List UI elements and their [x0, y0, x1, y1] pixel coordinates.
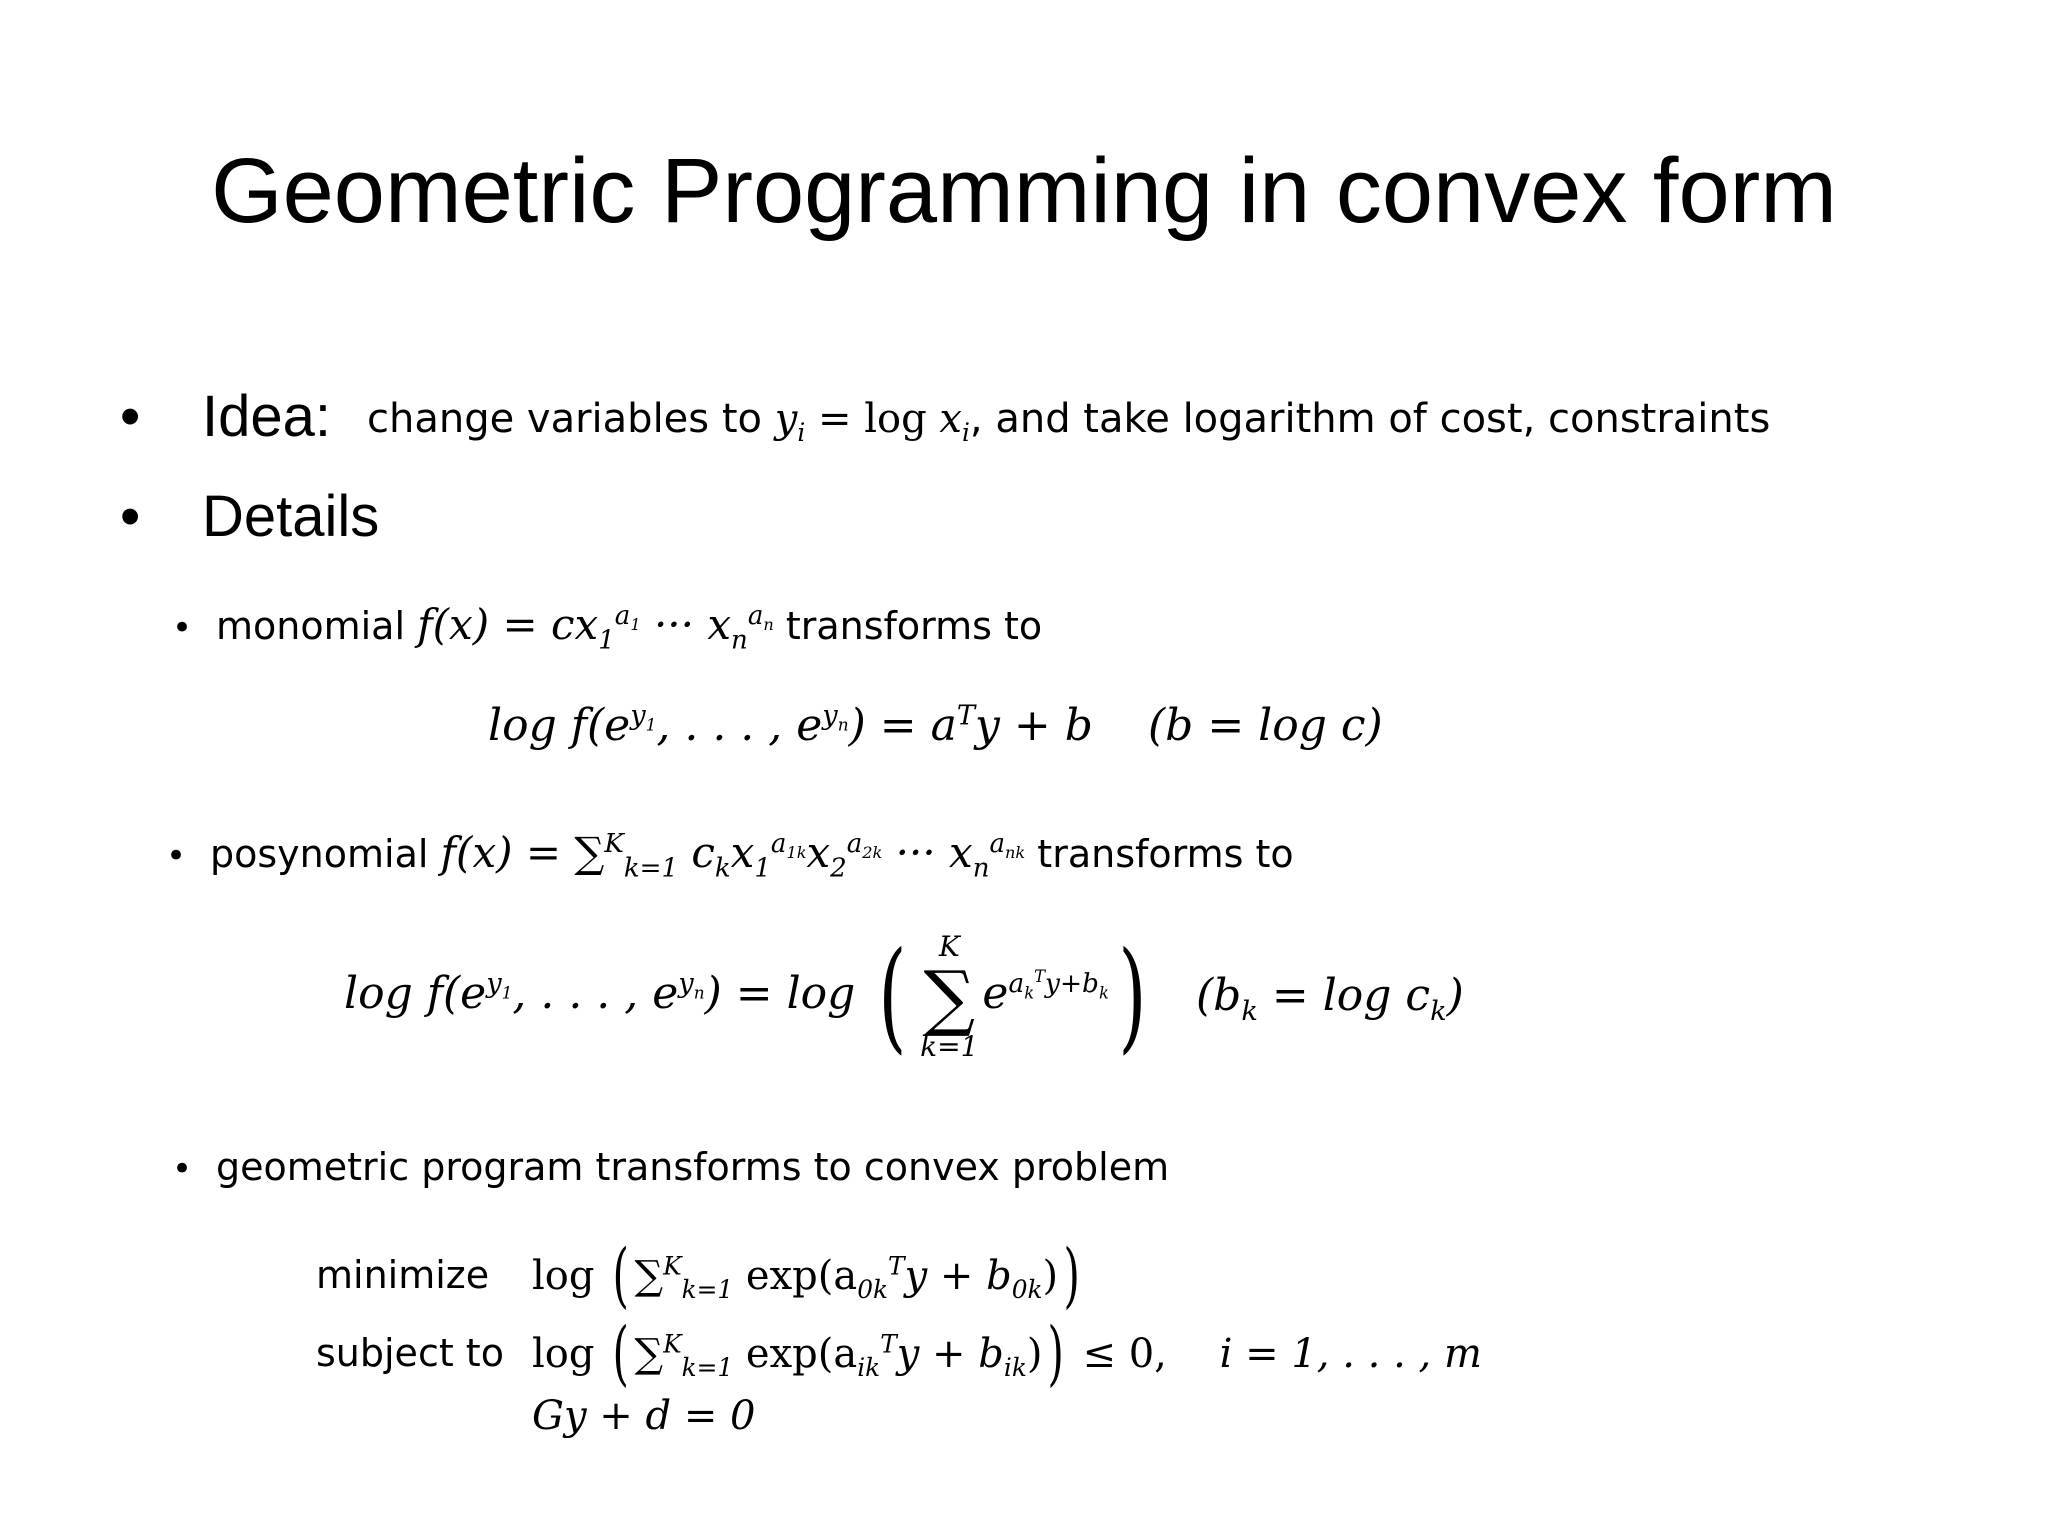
- idea-post: , and take logarithm of cost, constraints: [969, 396, 1771, 442]
- monomial-label: monomial: [216, 604, 406, 648]
- objective-expression: log ( ∑$^K_{k=1}$ $\exp(a_{0k}^Ty + b_{0k})$): [532, 1234, 1081, 1316]
- idea-eq-lhs: y: [774, 396, 798, 442]
- program-label: geometric program transforms to convex problem: [216, 1145, 1170, 1189]
- bullet-label-details: Details: [202, 484, 380, 549]
- constraint-expression: log ( ∑$^K_{k=1}$ $\exp(a_{ik}^Ty + b_{ik})) \le 0$, i = 1, . . . , m: [532, 1312, 1482, 1394]
- monomial-trailing: transforms to: [785, 604, 1043, 648]
- bullet-idea: [120, 382, 1770, 454]
- posynomial-note: $(b_k = \log c_k)$: [1196, 970, 1464, 1027]
- sub-bullet-marker: •: [172, 1149, 193, 1189]
- bullet-marker: •: [120, 484, 141, 549]
- slide-title: Geometric Programming in convex form: [211, 140, 1837, 242]
- equality-constraint: Gy + d = 0: [532, 1393, 756, 1439]
- idea-eq-lhs-sub: i: [797, 418, 806, 447]
- bullet-marker: •: [120, 384, 141, 449]
- subject-to-label: subject to: [316, 1331, 504, 1375]
- bullet-label-idea: Idea:: [202, 384, 331, 449]
- posynomial-definition: f(x) = ∑$^K_{k=1}$ $c_kx_1^{a_{1k}}x_2^{a_{2k}}$ ··· $x_n^{a_{nk}}$: [440, 828, 1026, 884]
- left-paren: (: [878, 926, 907, 1066]
- posynomial-equation: $\log f(e^{y_1}$, . . . , $e^{y_n}) = \log$ ( K ∑ k=1 $e^{a_k^Ty+b_k}$): [344, 926, 1147, 1066]
- idea-eq-mid: = log: [805, 396, 940, 442]
- idea-text: [367, 384, 1770, 454]
- sum-block: K ∑ k=1: [920, 929, 979, 1063]
- sub-bullet-marker: •: [172, 608, 193, 648]
- idea-eq-rhs: x: [939, 396, 962, 442]
- right-paren: ): [1118, 926, 1147, 1066]
- monomial-equation: $\log f(e^{y_1}$, . . . , $e^{y_n}) = a^Ty + b$: [488, 700, 1093, 751]
- sub-bullet-marker: •: [166, 836, 187, 876]
- posynomial-bullet: [166, 828, 1294, 884]
- bullet-details: [120, 482, 379, 552]
- posynomial-trailing: transforms to: [1037, 832, 1294, 876]
- idea-pre: change variables to: [367, 396, 775, 442]
- posynomial-label: posynomial: [210, 832, 429, 876]
- minimize-label: minimize: [316, 1253, 490, 1297]
- monomial-definition: $f(x) = cx_1^{a_1}$ ··· $x_n^{a_n}$: [417, 600, 774, 656]
- program-bullet: [172, 1142, 1169, 1194]
- monomial-bullet: [172, 600, 1043, 656]
- idea-eq-rhs-sub: i: [961, 418, 970, 447]
- monomial-note: (b = log c): [1148, 700, 1383, 751]
